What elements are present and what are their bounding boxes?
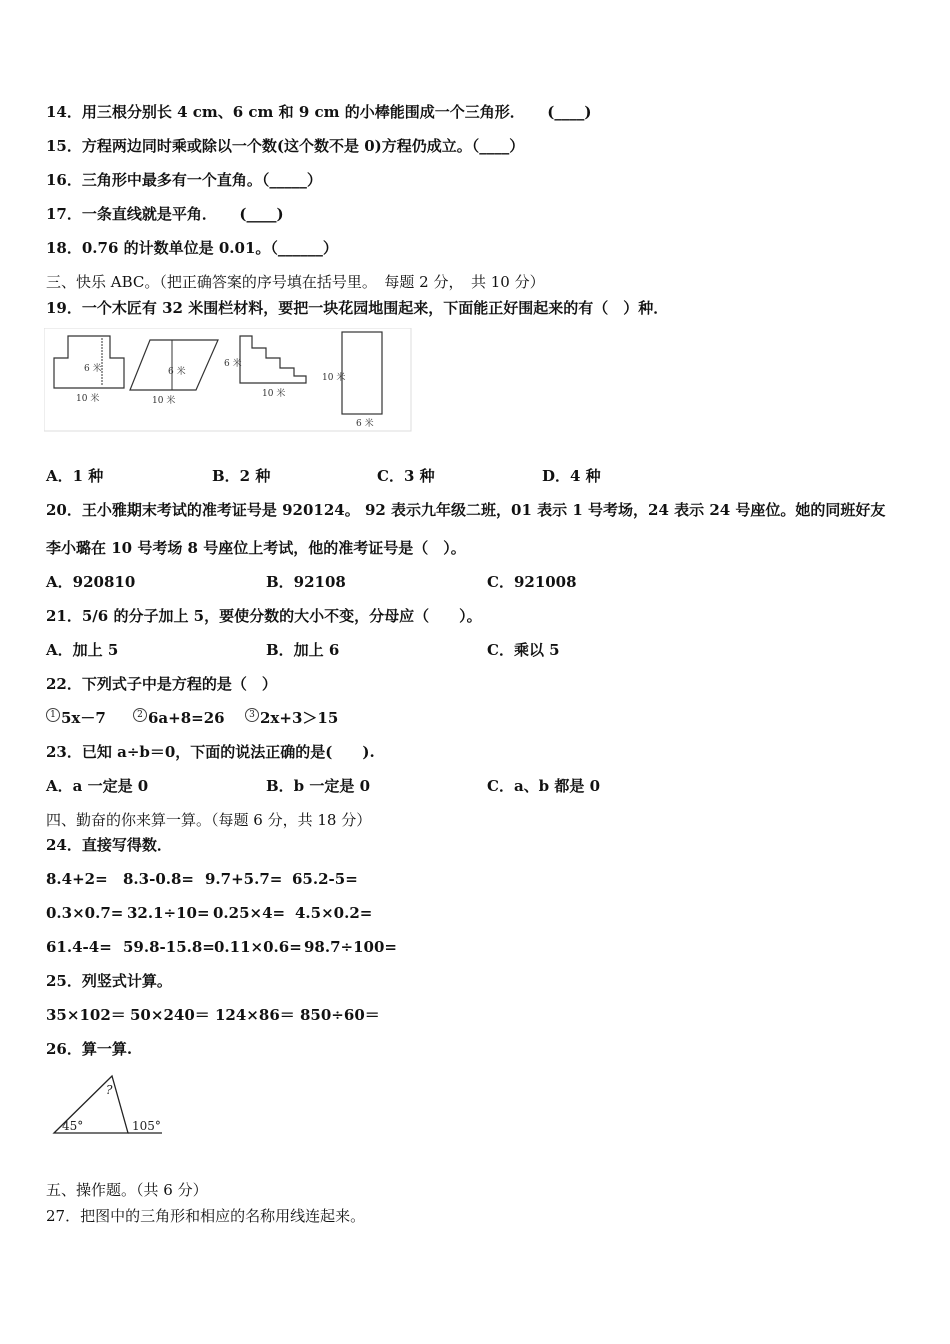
q24-r3-c1: 61.4-4=: [46, 938, 112, 956]
q24-r1-c3: 9.7+5.7=: [205, 870, 283, 888]
q24-r1-c2: 8.3-0.8=: [123, 870, 194, 888]
question-24: 24．直接写得数．: [46, 836, 172, 854]
question-20-line-1: 20．王小雅期末考试的准考证号是 920124。 92 表示九年级二班，01 表示 1 号考场，24 表示 24 号座位。她的同班好友: [46, 501, 886, 519]
question-23: 23．已知 a÷b＝0，下面的说法正确的是( ).: [46, 743, 375, 761]
q19-option-b: B．2 种: [212, 467, 271, 485]
question-25: 25．列竖式计算。: [46, 972, 172, 990]
shape-1-height: 6 米: [84, 364, 102, 374]
q22-option-3-text: 2x+3＞15: [260, 709, 339, 727]
shape-1-width: 10 米: [76, 394, 100, 404]
q21-option-a: A．加上 5: [46, 641, 119, 659]
garden-shapes-figure: [44, 328, 412, 432]
circled-number-2: 2: [133, 708, 147, 722]
question-26: 26．算一算.: [46, 1040, 133, 1058]
shape-2-width: 10 米: [152, 396, 176, 406]
q24-r2-c3: 0.25×4=: [213, 904, 286, 922]
angle-105-label: 105°: [132, 1119, 161, 1133]
q22-option-1-text: 5x－7: [61, 709, 106, 727]
q20-option-a: A．920810: [46, 573, 136, 591]
q24-r3-c3: 0.11×0.6=: [214, 938, 302, 956]
section-4-heading: 四、勤奋的你来算一算。（每题 6 分，共 18 分）: [46, 811, 372, 829]
q19-option-d: D．4 种: [542, 467, 601, 485]
question-20-line-2: 李小璐在 10 号考场 8 号座位上考试，他的准考证号是（ ）。: [46, 539, 466, 557]
circled-number-3: 3: [245, 708, 259, 722]
question-15: 15．方程两边同时乘或除以一个数(这个数不是 0)方程仍成立。（____）: [46, 137, 525, 155]
q22-option-2: [133, 708, 225, 728]
shape-3: [240, 336, 306, 383]
q25-item-2: 50×240＝: [130, 1006, 210, 1024]
q24-r1-c1: 8.4+2=: [46, 870, 108, 888]
q22-option-1: [46, 708, 106, 728]
section-3-heading: 三、快乐 ABC。（把正确答案的序号填在括号里。 每题 2 分， 共 10 分）: [46, 273, 545, 291]
q21-option-c: C．乘以 5: [487, 641, 560, 659]
q23-option-b: B．b 一定是 0: [266, 777, 371, 795]
q24-r2-c1: 0.3×0.7=: [46, 904, 124, 922]
shape-1: [54, 336, 124, 388]
q22-option-3: [245, 708, 338, 728]
q23-option-c: C．a、b 都是 0: [487, 777, 601, 795]
q25-item-1: 35×102＝: [46, 1006, 126, 1024]
question-18: 18．0.76 的计数单位是 0.01。（______）: [46, 239, 338, 257]
q22-option-2-text: 6a+8=26: [148, 709, 225, 727]
shape-3-height: 6 米: [224, 359, 242, 369]
shape-4-height: 10 米: [322, 373, 346, 383]
q25-item-4: 850÷60＝: [300, 1006, 380, 1024]
q21-option-b: B．加上 6: [266, 641, 340, 659]
q20-option-b: B．92108: [266, 573, 346, 591]
shape-3-width: 10 米: [262, 389, 286, 399]
question-27: 27．把图中的三角形和相应的名称用线连起来。: [46, 1207, 366, 1225]
q24-r3-c2: 59.8-15.8=: [123, 938, 215, 956]
question-17: 17．一条直线就是平角． (____): [46, 205, 284, 223]
shape-4: [342, 332, 382, 414]
question-22: 22．下列式子中是方程的是（ ）: [46, 675, 277, 693]
q25-item-3: 124×86＝: [215, 1006, 295, 1024]
shape-4-width: 6 米: [356, 419, 374, 429]
shape-2: [130, 340, 218, 390]
circled-number-1: 1: [46, 708, 60, 722]
question-19: 19．一个木匠有 32 米围栏材料，要把一块花园地围起来，下面能正好围起来的有（ ）种．: [46, 299, 669, 317]
shape-2-height: 6 米: [168, 367, 186, 377]
q24-r1-c4: 65.2-5=: [292, 870, 358, 888]
question-16: 16．三角形中最多有一个直角。（_____）: [46, 171, 322, 189]
section-5-heading: 五、操作题。（共 6 分）: [46, 1181, 208, 1199]
q24-r2-c4: 4.5×0.2=: [295, 904, 373, 922]
q23-option-a: A．a 一定是 0: [46, 777, 149, 795]
q24-r3-c4: 98.7÷100=: [304, 938, 397, 956]
triangle-angle-figure: [46, 1070, 170, 1140]
unknown-angle-label: ?: [106, 1083, 113, 1097]
question-14: 14．用三根分别长 4 cm、6 cm 和 9 cm 的小棒能围成一个三角形． (____): [46, 103, 592, 121]
q24-r2-c2: 32.1÷10=: [127, 904, 210, 922]
q19-option-a: A．1 种: [46, 467, 104, 485]
q20-option-c: C．921008: [487, 573, 577, 591]
question-21: 21．5/6 的分子加上 5，要使分数的大小不变，分母应（ ）。: [46, 607, 482, 625]
angle-45-label: 45°: [62, 1119, 84, 1133]
q19-option-c: C．3 种: [377, 467, 435, 485]
